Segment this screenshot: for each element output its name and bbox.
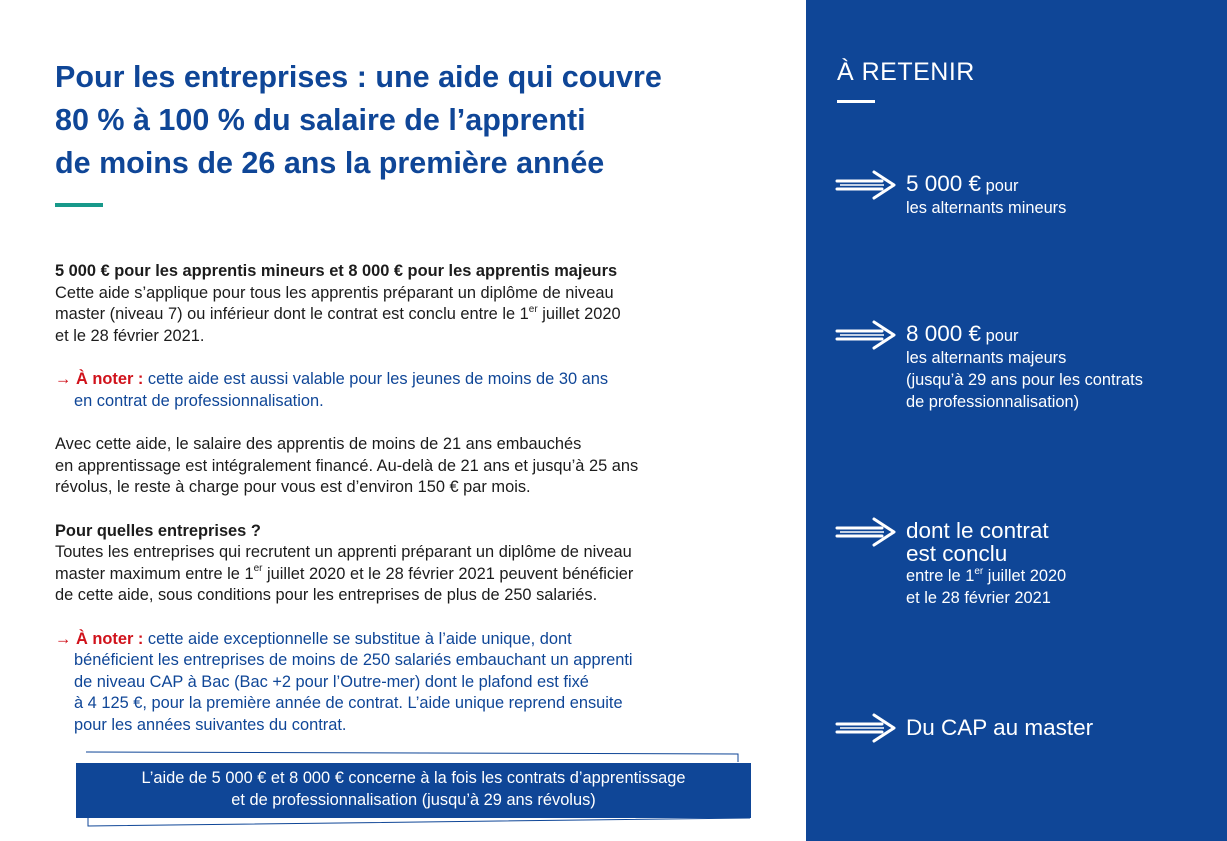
double-arrow-icon <box>834 168 898 202</box>
item3-big2: est conclu <box>906 541 1008 566</box>
para2-line1: Avec cette aide, le salaire des apprentis de moins de 21 ans embauchés <box>55 435 582 453</box>
item3-big1: dont le contrat <box>906 518 1049 543</box>
note2-line4: à 4 125 €, pour la première année de contrat. L’aide unique reprend ensuite <box>74 694 623 712</box>
arrow-right-icon: → <box>55 370 72 388</box>
section1-line2-b: juillet 2020 <box>537 305 621 323</box>
sidebar-retenir <box>806 0 1227 841</box>
superscript: er <box>974 565 984 577</box>
item3-line1-b: juillet 2020 <box>983 567 1067 585</box>
note1 <box>55 369 785 391</box>
item4-big: Du CAP au master <box>906 715 1094 740</box>
section2-heading: Pour quelles entreprises ? <box>55 521 261 540</box>
sidebar-divider <box>837 100 875 103</box>
item2-suffix: pour <box>981 327 1019 345</box>
note1-label: À noter : <box>75 370 144 388</box>
note2-line5: pour les années suivantes du contrat. <box>74 715 347 734</box>
title-line-2: 80 % à 100 % du salaire de l’apprenti <box>55 103 586 137</box>
note2 <box>55 629 785 651</box>
section1-line1: Cette aide s’applique pour tous les apprentis préparant un diplôme de niveau <box>55 283 614 302</box>
summary-banner <box>76 763 751 818</box>
item2-line2: (jusqu’à 29 ans pour les contrats <box>906 371 1143 389</box>
double-arrow-icon <box>834 711 898 745</box>
superscript: er <box>528 303 538 315</box>
note2-line3: de niveau CAP à Bac (Bac +2 pour l’Outre-mer) dont le plafond est fixé <box>74 672 589 691</box>
title-line-1: Pour les entreprises : une aide qui couvre <box>55 60 662 94</box>
para2-line2: en apprentissage est intégralement financé. Au-delà de 21 ans et jusqu’à 25 ans <box>55 456 639 475</box>
item3-line1 <box>906 565 1066 587</box>
arrow-right-icon: → <box>55 629 72 648</box>
section1-line3: et le 28 février 2021. <box>55 326 205 345</box>
section1-line2 <box>55 304 785 326</box>
item3-line1-a: entre le 1 <box>906 567 975 585</box>
item1-line1: les alternants mineurs <box>906 199 1067 217</box>
title-divider <box>55 203 103 207</box>
banner-line1: L’aide de 5 000 € et 8 000 € concerne à la fois les contrats d’apprentissage <box>141 769 686 787</box>
item2-amount: 8 000 € <box>906 321 982 346</box>
section2-line3: de cette aide, sous conditions pour les entreprises de plus de 250 salariés. <box>55 586 598 604</box>
section1-heading: 5 000 € pour les apprentis mineurs et 8 000 € pour les apprentis majeurs <box>55 262 618 280</box>
para2-line3: révolus, le reste à charge pour vous est d’environ 150 € par mois. <box>55 478 531 496</box>
item1-suffix: pour <box>981 177 1019 195</box>
item2-line3: de professionnalisation) <box>906 393 1080 411</box>
sidebar-title: À RETENIR <box>837 58 975 86</box>
body-text <box>55 261 785 736</box>
item1-amount: 5 000 € <box>906 171 982 196</box>
double-arrow-icon <box>834 318 898 352</box>
section2-line2-a: master maximum entre le 1 <box>55 564 254 583</box>
note1-line2: en contrat de professionnalisation. <box>74 391 324 410</box>
note2-line2: bénéficient les entreprises de moins de 250 salariés embauchant un apprenti <box>74 651 633 669</box>
note2-line1: cette aide exceptionnelle se substitue à l’aide unique, dont <box>143 629 572 648</box>
section2-line2-b: juillet 2020 et le 28 février 2021 peuvent bénéficier <box>262 564 634 583</box>
note1-line1: cette aide est aussi valable pour les jeunes de moins de 30 ans <box>143 370 609 388</box>
item2-line1: les alternants majeurs <box>906 349 1067 367</box>
page-title <box>55 56 795 185</box>
banner-line2: et de professionnalisation (jusqu’à 29 ans révolus) <box>231 790 596 809</box>
note2-label: À noter : <box>75 629 144 648</box>
section2-line1: Toutes les entreprises qui recrutent un apprenti préparant un diplôme de niveau <box>55 543 632 561</box>
title-line-3: de moins de 26 ans la première année <box>55 146 605 180</box>
double-arrow-icon <box>834 515 898 549</box>
section2-line2 <box>55 564 785 586</box>
superscript: er <box>253 563 263 575</box>
section1-line2-a: master (niveau 7) ou inférieur dont le contrat est conclu entre le 1 <box>55 305 529 323</box>
item3-line2: et le 28 février 2021 <box>906 589 1051 607</box>
